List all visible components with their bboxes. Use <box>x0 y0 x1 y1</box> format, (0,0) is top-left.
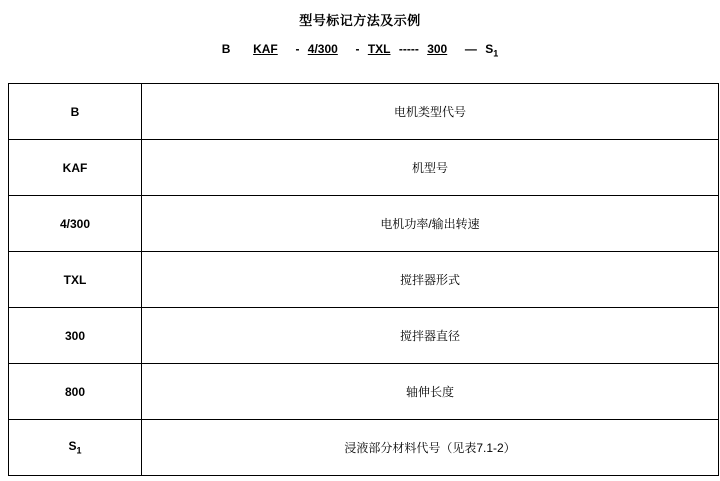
page-title: 型号标记方法及示例 <box>299 13 421 28</box>
document-page <box>0 10 720 481</box>
code-part-material <box>484 42 499 58</box>
table-row <box>9 420 719 476</box>
row-desc-cell: 机型号 <box>142 140 719 196</box>
code-part-material-text: S <box>485 42 494 56</box>
spec-table-wrapper <box>8 83 712 476</box>
row-desc-cell: 搅拌器形式 <box>142 252 719 308</box>
row-code-cell: TXL <box>9 252 142 308</box>
row-code-cell: 4/300 <box>9 196 142 252</box>
code-sep-2: - <box>355 42 360 56</box>
code-sep-3: ----- <box>398 42 419 56</box>
code-part-diameter: 300 <box>427 42 448 56</box>
code-sep-1: - <box>295 42 300 56</box>
row-code-text: S <box>68 439 77 454</box>
row-code-cell <box>9 420 142 476</box>
table-row <box>9 364 719 420</box>
model-code-line <box>0 42 720 58</box>
code-part-txl: TXL <box>367 42 391 56</box>
table-row <box>9 308 719 364</box>
table-row <box>9 196 719 252</box>
row-code-cell: 800 <box>9 364 142 420</box>
table-row <box>9 252 719 308</box>
row-code-cell: B <box>9 84 142 140</box>
row-desc-cell: 电机类型代号 <box>142 84 719 140</box>
row-desc-cell: 轴伸长度 <box>142 364 719 420</box>
row-desc-cell: 电机功率/输出转速 <box>142 196 719 252</box>
row-code-subscript: 1 <box>76 445 82 456</box>
row-desc-cell: 浸液部分材料代号（见表7.1-2） <box>142 420 719 476</box>
spec-table <box>8 83 719 476</box>
spec-table-body <box>9 84 719 476</box>
row-desc-cell: 搅拌器直径 <box>142 308 719 364</box>
code-part-power-speed: 4/300 <box>307 42 338 56</box>
table-row <box>9 140 719 196</box>
code-sep-4: — <box>464 42 477 56</box>
code-part-material-sub: 1 <box>493 48 499 59</box>
row-code-cell: KAF <box>9 140 142 196</box>
table-row <box>9 84 719 140</box>
code-part-b: B <box>221 42 231 56</box>
row-code-cell: 300 <box>9 308 142 364</box>
code-part-kaf: KAF <box>253 42 278 56</box>
